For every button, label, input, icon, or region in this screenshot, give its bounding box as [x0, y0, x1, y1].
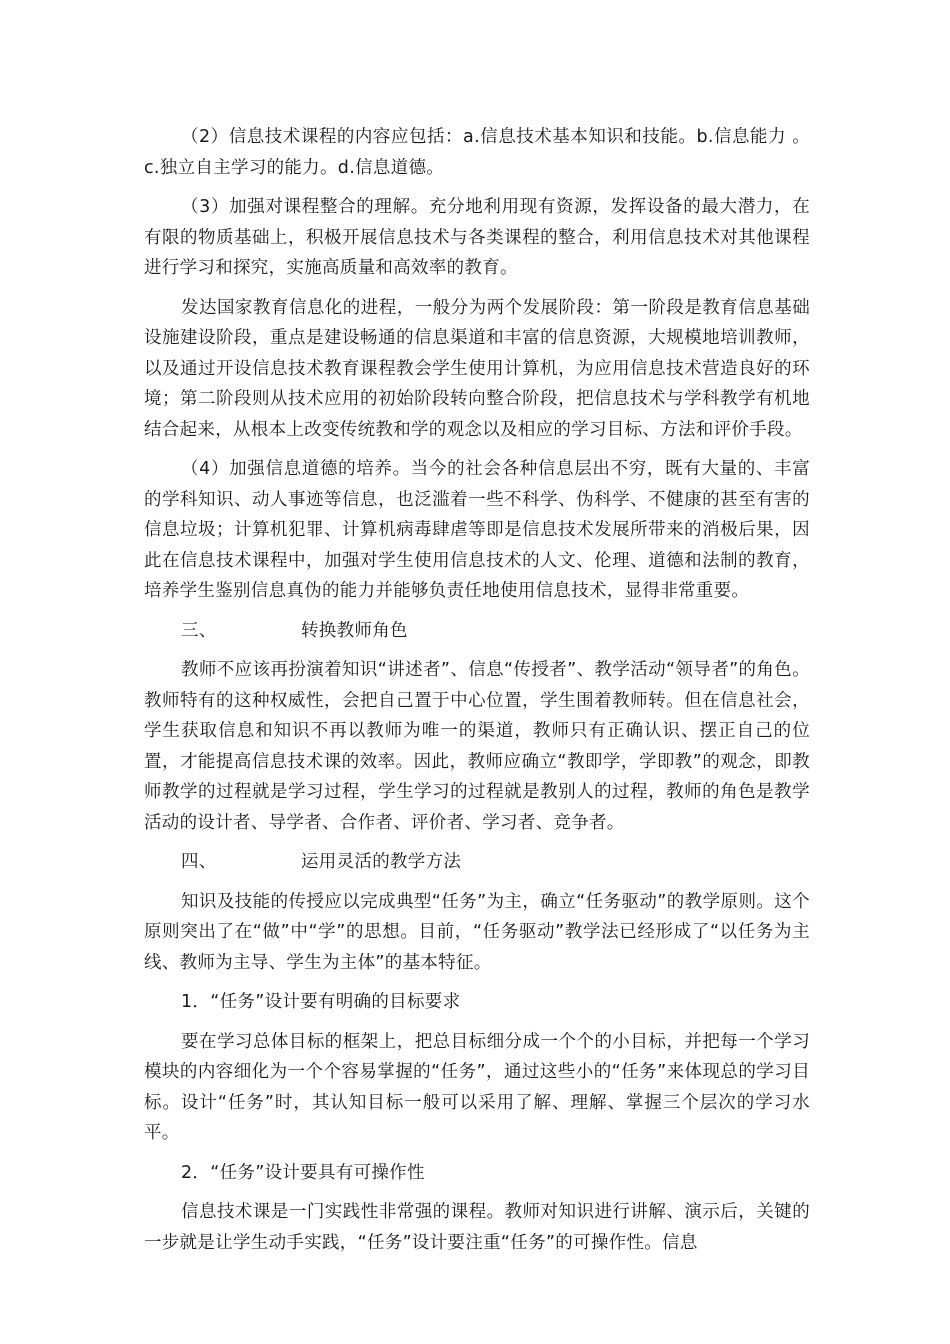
section-number: 三、: [181, 620, 217, 641]
section-title: 运用灵活的教学方法: [301, 852, 462, 872]
paragraph-goal-breakdown: 要在学习总体目标的框架上，把总目标细分成一个个的小目标，并把每一个学习模块的内容细化为一个个容易掌握的“任务”，通过这些小的“任务”来体现总的学习目标。设计“任务”时，其认知目标一般可以采用了解、理解、掌握三个层次的学习水平。: [144, 1031, 810, 1143]
section-heading-teacher-role: [144, 616, 810, 647]
document-body: [144, 122, 810, 1267]
paragraph-task-driven: 知识及技能的传授应以完成典型“任务”为主，确立“任务驱动”的教学原则。这个原则突出了在“做”中“学”的思想。目前，“任务驱动”教学法已经形成了“以任务为主线、教师为主导、学生为主体”的基本特征。: [144, 891, 810, 973]
paragraph-development-stages: 发达国家教育信息化的进程，一般分为两个发展阶段：第一阶段是教育信息基础设施建设阶段，重点是建设畅通的信息渠道和丰富的信息资源，大规模地培训教师，以及通过开设信息技术教育课程教会学生使用计算机，为应用信息技术营造良好的环境；第二阶段则从技术应用的初始阶段转向整合阶段，把信息技术与学科教学有机地结合起来，从根本上改变传统教和学的观念以及相应的学习目标、方法和评价手段。: [144, 297, 810, 440]
section-number: 四、: [181, 852, 217, 872]
paragraph-course-integration: （3）加强对课程整合的理解。充分地利用现有资源，发挥设备的最大潜力，在有限的物质基础上，积极开展信息技术与各类课程的整合，利用信息技术对其他课程进行学习和探究，实施高质量和高效率的教育。: [144, 197, 810, 278]
paragraph-teacher-role: 教师不应该再扮演着知识“讲述者”、信息“传授者”、教学活动“领导者”的角色。教师特有的这种权威性，会把自己置于中心位置，学生围着教师转。但在信息社会，学生获取信息和知识不再以教师为唯一的渠道，教师只有正确认识、摆正自己的位置，才能提高信息技术课的效率。因此，教师应确立“教即学，学即教”的观念，即教师教学的过程就是学习过程，学生学习的过程就是教别人的过程，教师的角色是教学活动的设计者、导学者、合作者、评价者、学习者、竞争者。: [144, 660, 810, 833]
subheading-operability: 2．“任务”设计要具有可操作性: [181, 1162, 425, 1183]
paragraph-practice: 信息技术课是一门实践性非常强的课程。教师对知识进行讲解、演示后，关键的一步就是让学生动手实践，“任务”设计要注重“任务”的可操作性。信息: [144, 1202, 810, 1253]
paragraph-information-ethics: （4）加强信息道德的培养。当今的社会各种信息层出不穷，既有大量的、丰富的学科知识、动人事迹等信息，也泛滥着一些不科学、伪科学、不健康的甚至有害的信息垃圾；计算机犯罪、计算机病毒肆虐等即是信息技术发展所带来的消极后果，因此在信息技术课程中，加强对学生使用信息技术的人文、伦理、道德和法制的教育，培养学生鉴别信息真伪的能力并能够负责任地使用信息技术，显得非常重要。: [144, 459, 810, 601]
subheading-clear-goals: 1．“任务”设计要有明确的目标要求: [181, 992, 461, 1012]
paragraph-course-content: （2）信息技术课程的内容应包括：a.信息技术基本知识和技能。b.信息能力 。c.独立自主学习的能力。d.信息道德。: [144, 127, 810, 178]
section-title: 转换教师角色: [301, 620, 408, 641]
section-heading-teaching-methods: [144, 847, 810, 878]
